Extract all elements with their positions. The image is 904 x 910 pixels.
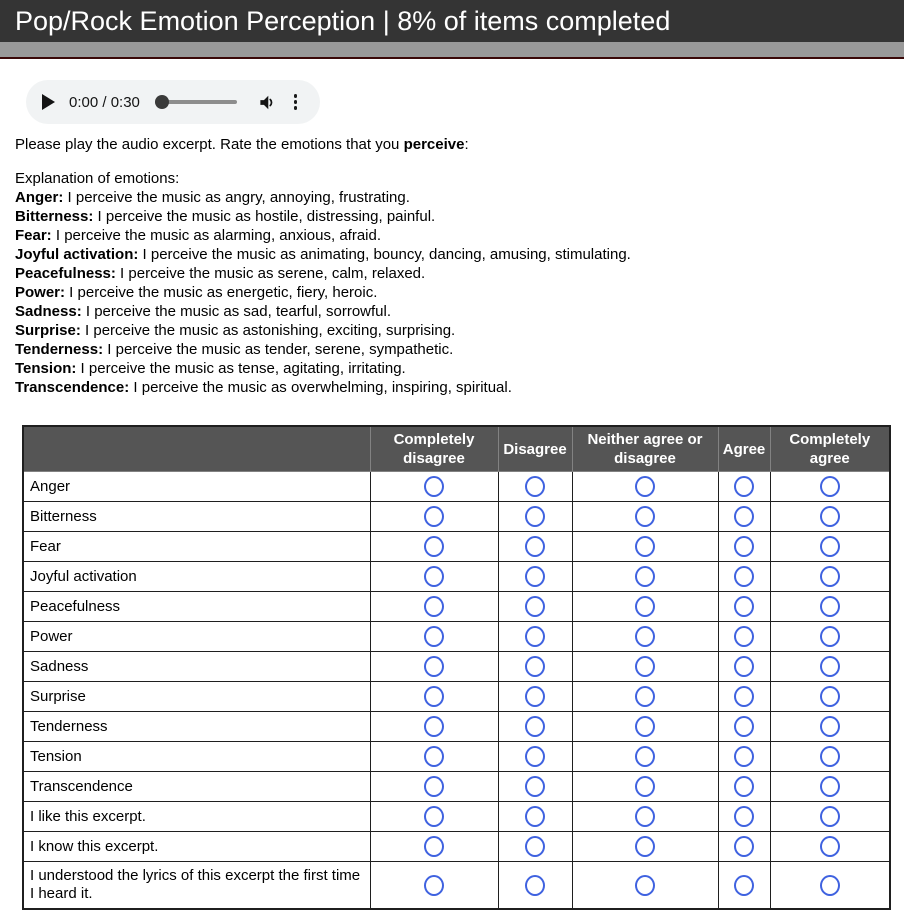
row-label: Bitterness: [23, 502, 370, 532]
row-label: I understood the lyrics of this excerpt the first time I heard it.: [23, 862, 370, 910]
audio-time: 0:00 / 0:30: [69, 93, 140, 111]
radio-option[interactable]: [734, 656, 754, 677]
radio-option[interactable]: [734, 566, 754, 587]
explanation-item: Power: I perceive the music as energetic, fiery, heroic.: [15, 284, 378, 301]
explanation-item: Surprise: I perceive the music as astonishing, exciting, surprising.: [15, 322, 456, 339]
column-header: Disagree: [498, 426, 572, 472]
radio-option[interactable]: [424, 506, 444, 527]
page-title: Pop/Rock Emotion Perception | 8% of items completed: [15, 6, 671, 36]
radio-option[interactable]: [820, 716, 840, 737]
radio-option[interactable]: [635, 716, 655, 737]
row-label: Sadness: [23, 652, 370, 682]
radio-option[interactable]: [525, 566, 545, 587]
kebab-menu-icon[interactable]: [294, 94, 298, 110]
row-label: Fear: [23, 532, 370, 562]
radio-option[interactable]: [820, 656, 840, 677]
radio-option[interactable]: [820, 536, 840, 557]
explanation-item: Bitterness: I perceive the music as hostile, distressing, painful.: [15, 208, 436, 225]
volume-button[interactable]: [258, 93, 277, 112]
explanation-item: Tenderness: I perceive the music as tender, serene, sympathetic.: [15, 341, 454, 358]
radio-option[interactable]: [525, 776, 545, 797]
radio-option[interactable]: [820, 875, 840, 896]
radio-option[interactable]: [734, 686, 754, 707]
explanation-item: Sadness: I perceive the music as sad, tearful, sorrowful.: [15, 303, 391, 320]
play-icon[interactable]: [42, 94, 55, 110]
row-label: Tension: [23, 742, 370, 772]
radio-option[interactable]: [820, 776, 840, 797]
table-row: [23, 502, 890, 532]
table-row: [23, 562, 890, 592]
radio-option[interactable]: [424, 875, 444, 896]
radio-option[interactable]: [424, 656, 444, 677]
table-row: [23, 592, 890, 622]
radio-option[interactable]: [424, 746, 444, 767]
radio-option[interactable]: [820, 746, 840, 767]
radio-option[interactable]: [525, 626, 545, 647]
radio-option[interactable]: [525, 746, 545, 767]
radio-option[interactable]: [635, 686, 655, 707]
corner-cell: [23, 426, 370, 472]
radio-option[interactable]: [525, 836, 545, 857]
explanation-heading: Explanation of emotions:: [15, 170, 180, 187]
table-row: [23, 742, 890, 772]
instruction-text: Please play the audio excerpt. Rate the emotions that you perceive:: [15, 136, 469, 153]
volume-icon: [258, 93, 277, 112]
radio-option[interactable]: [734, 506, 754, 527]
row-label: Joyful activation: [23, 562, 370, 592]
radio-option[interactable]: [635, 626, 655, 647]
table-row: [23, 472, 890, 502]
table-row: [23, 622, 890, 652]
explanation-item: Joyful activation: I perceive the music as animating, bouncy, dancing, amusing, stimulating.: [15, 246, 631, 263]
table-row: [23, 682, 890, 712]
radio-option[interactable]: [424, 836, 444, 857]
radio-option[interactable]: [525, 716, 545, 737]
radio-option[interactable]: [635, 506, 655, 527]
explanation-item: Anger: I perceive the music as angry, annoying, frustrating.: [15, 189, 410, 206]
progress-strip: [0, 42, 904, 59]
row-label: Peacefulness: [23, 592, 370, 622]
radio-option[interactable]: [525, 506, 545, 527]
column-header: Agree: [718, 426, 770, 472]
explanation-item: Fear: I perceive the music as alarming, anxious, afraid.: [15, 227, 382, 244]
radio-option[interactable]: [635, 806, 655, 827]
radio-option[interactable]: [734, 626, 754, 647]
column-header: Completely disagree: [370, 426, 498, 472]
radio-option[interactable]: [820, 566, 840, 587]
radio-option[interactable]: [635, 566, 655, 587]
radio-option[interactable]: [635, 776, 655, 797]
radio-option[interactable]: [525, 536, 545, 557]
radio-option[interactable]: [424, 566, 444, 587]
radio-option[interactable]: [820, 506, 840, 527]
radio-option[interactable]: [820, 836, 840, 857]
title-bar: [0, 0, 904, 42]
radio-option[interactable]: [635, 656, 655, 677]
row-label: Transcendence: [23, 772, 370, 802]
emotion-explanations: [15, 169, 904, 397]
radio-option[interactable]: [635, 596, 655, 617]
radio-option[interactable]: [734, 746, 754, 767]
table-row: [23, 802, 890, 832]
radio-option[interactable]: [424, 476, 444, 497]
radio-option[interactable]: [424, 716, 444, 737]
radio-option[interactable]: [424, 596, 444, 617]
table-row: [23, 712, 890, 742]
seek-bar[interactable]: [155, 95, 237, 109]
row-label: Anger: [23, 472, 370, 502]
radio-option[interactable]: [635, 875, 655, 896]
explanation-item: Peacefulness: I perceive the music as serene, calm, relaxed.: [15, 265, 426, 282]
row-label: Surprise: [23, 682, 370, 712]
radio-option[interactable]: [820, 596, 840, 617]
header-row: [23, 426, 890, 472]
radio-option[interactable]: [635, 536, 655, 557]
explanation-item: Tension: I perceive the music as tense, agitating, irritating.: [15, 360, 406, 377]
table-row: [23, 652, 890, 682]
radio-option[interactable]: [734, 716, 754, 737]
radio-option[interactable]: [525, 596, 545, 617]
radio-option[interactable]: [734, 536, 754, 557]
table-row: [23, 532, 890, 562]
row-label: I like this excerpt.: [23, 802, 370, 832]
radio-option[interactable]: [525, 656, 545, 677]
table-row: [23, 832, 890, 862]
radio-option[interactable]: [525, 476, 545, 497]
radio-option[interactable]: [525, 806, 545, 827]
radio-option[interactable]: [820, 626, 840, 647]
radio-option[interactable]: [820, 476, 840, 497]
radio-option[interactable]: [424, 776, 444, 797]
radio-option[interactable]: [424, 686, 444, 707]
seek-thumb[interactable]: [155, 95, 169, 109]
row-label: Tenderness: [23, 712, 370, 742]
radio-option[interactable]: [424, 806, 444, 827]
row-label: I know this excerpt.: [23, 832, 370, 862]
radio-option[interactable]: [525, 875, 545, 896]
instruction-emphasis: perceive: [403, 136, 465, 153]
radio-option[interactable]: [820, 686, 840, 707]
explanation-item: Transcendence: I perceive the music as overwhelming, inspiring, spiritual.: [15, 379, 512, 396]
table-row: [23, 772, 890, 802]
table-row: [23, 862, 890, 910]
radio-option[interactable]: [635, 476, 655, 497]
rating-table: [22, 425, 891, 910]
radio-option[interactable]: [525, 686, 545, 707]
radio-option[interactable]: [734, 806, 754, 827]
column-header: Completely agree: [770, 426, 890, 472]
audio-player[interactable]: [26, 80, 320, 124]
radio-option[interactable]: [734, 836, 754, 857]
radio-option[interactable]: [734, 596, 754, 617]
radio-option[interactable]: [635, 746, 655, 767]
radio-option[interactable]: [424, 536, 444, 557]
radio-option[interactable]: [424, 626, 444, 647]
column-header: Neither agree or disagree: [572, 426, 718, 472]
radio-option[interactable]: [734, 776, 754, 797]
radio-option[interactable]: [734, 476, 754, 497]
radio-option[interactable]: [820, 806, 840, 827]
radio-option[interactable]: [635, 836, 655, 857]
radio-option[interactable]: [734, 875, 754, 896]
row-label: Power: [23, 622, 370, 652]
